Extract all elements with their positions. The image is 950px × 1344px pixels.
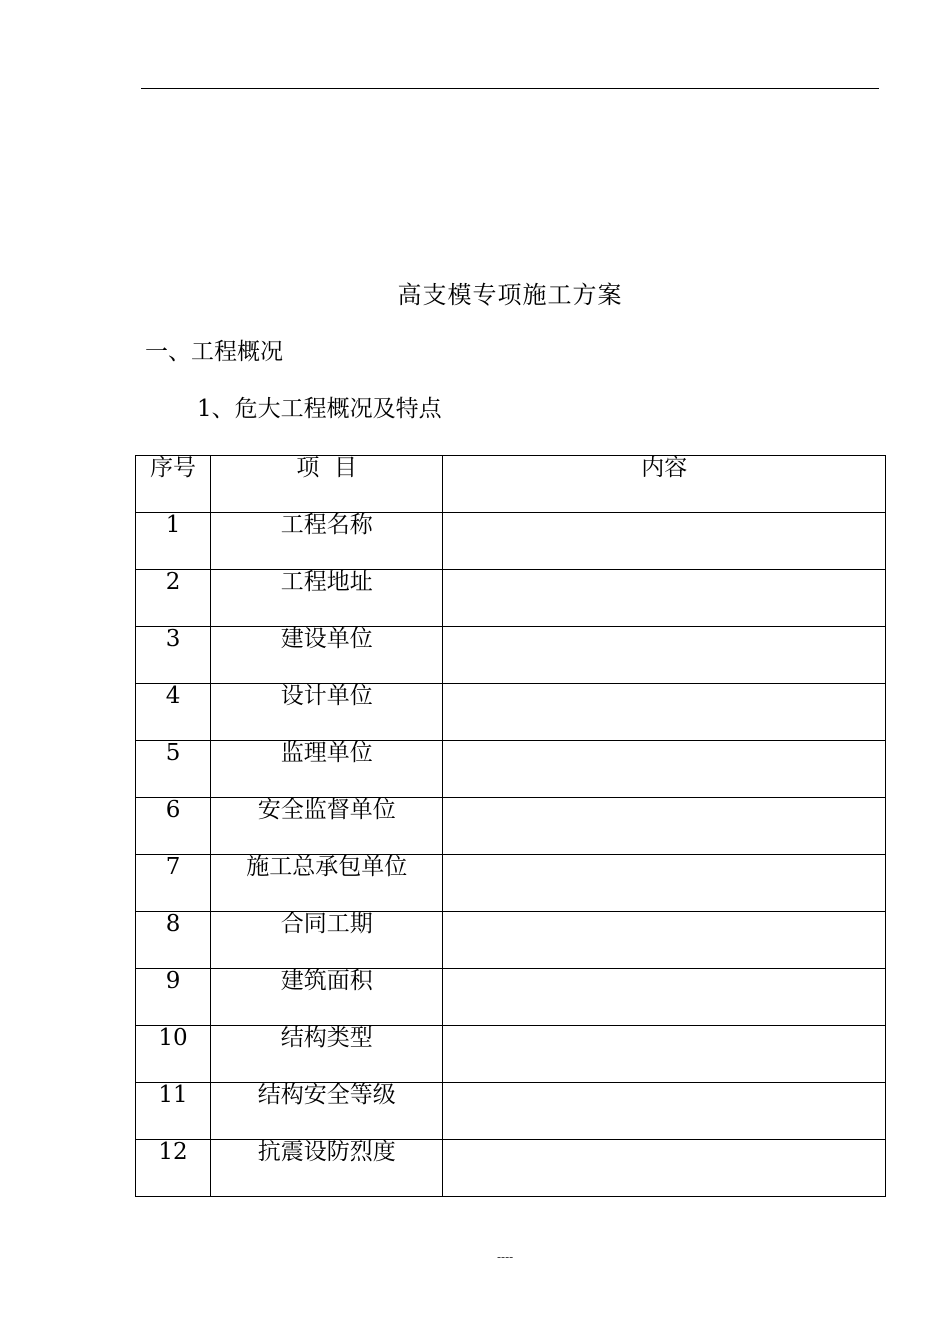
cell-content[interactable] [443, 855, 886, 912]
cell-no: 1 [136, 513, 211, 570]
cell-no: 7 [136, 855, 211, 912]
cell-no: 9 [136, 969, 211, 1026]
cell-no: 4 [136, 684, 211, 741]
footer-mark: ---- [497, 1250, 514, 1264]
table-row [136, 741, 886, 798]
cell-content[interactable] [443, 1140, 886, 1197]
header-cell-content: 内容 [443, 456, 886, 513]
table-row [136, 513, 886, 570]
header-cell-item: 项 目 [211, 456, 443, 513]
table-row [136, 570, 886, 627]
cell-no: 3 [136, 627, 211, 684]
cell-item: 安全监督单位 [211, 798, 443, 855]
cell-content[interactable] [443, 912, 886, 969]
cell-item: 工程名称 [211, 513, 443, 570]
cell-item: 建设单位 [211, 627, 443, 684]
cell-content[interactable] [443, 969, 886, 1026]
table-row [136, 1083, 886, 1140]
table-row [136, 855, 886, 912]
table-row [136, 1026, 886, 1083]
cell-content[interactable] [443, 1026, 886, 1083]
cell-no: 6 [136, 798, 211, 855]
header-rule [141, 88, 879, 89]
cell-content[interactable] [443, 570, 886, 627]
cell-content[interactable] [443, 798, 886, 855]
cell-content[interactable] [443, 1083, 886, 1140]
cell-item: 设计单位 [211, 684, 443, 741]
table-header-row [136, 456, 886, 513]
table-row [136, 1140, 886, 1197]
cell-item: 施工总承包单位 [211, 855, 443, 912]
cell-no: 8 [136, 912, 211, 969]
table-row [136, 912, 886, 969]
header-cell-no: 序号 [136, 456, 211, 513]
cell-item: 抗震设防烈度 [211, 1140, 443, 1197]
cell-no: 11 [136, 1083, 211, 1140]
document-title: 高支模专项施工方案 [397, 281, 623, 309]
cell-content[interactable] [443, 741, 886, 798]
cell-no: 2 [136, 570, 211, 627]
cell-no: 10 [136, 1026, 211, 1083]
subsection-heading-hazard-overview: 1、危大工程概况及特点 [197, 396, 442, 422]
cell-item: 结构类型 [211, 1026, 443, 1083]
cell-content[interactable] [443, 684, 886, 741]
table-row [136, 969, 886, 1026]
section-heading-project-overview: 一、工程概况 [145, 339, 283, 365]
cell-no: 5 [136, 741, 211, 798]
table-row [136, 684, 886, 741]
project-info-table [135, 455, 886, 1197]
cell-content[interactable] [443, 513, 886, 570]
cell-no: 12 [136, 1140, 211, 1197]
cell-item: 工程地址 [211, 570, 443, 627]
table-row [136, 798, 886, 855]
cell-item: 监理单位 [211, 741, 443, 798]
cell-item: 合同工期 [211, 912, 443, 969]
table-body [136, 513, 886, 1197]
table-row [136, 627, 886, 684]
cell-content[interactable] [443, 627, 886, 684]
cell-item: 结构安全等级 [211, 1083, 443, 1140]
cell-item: 建筑面积 [211, 969, 443, 1026]
